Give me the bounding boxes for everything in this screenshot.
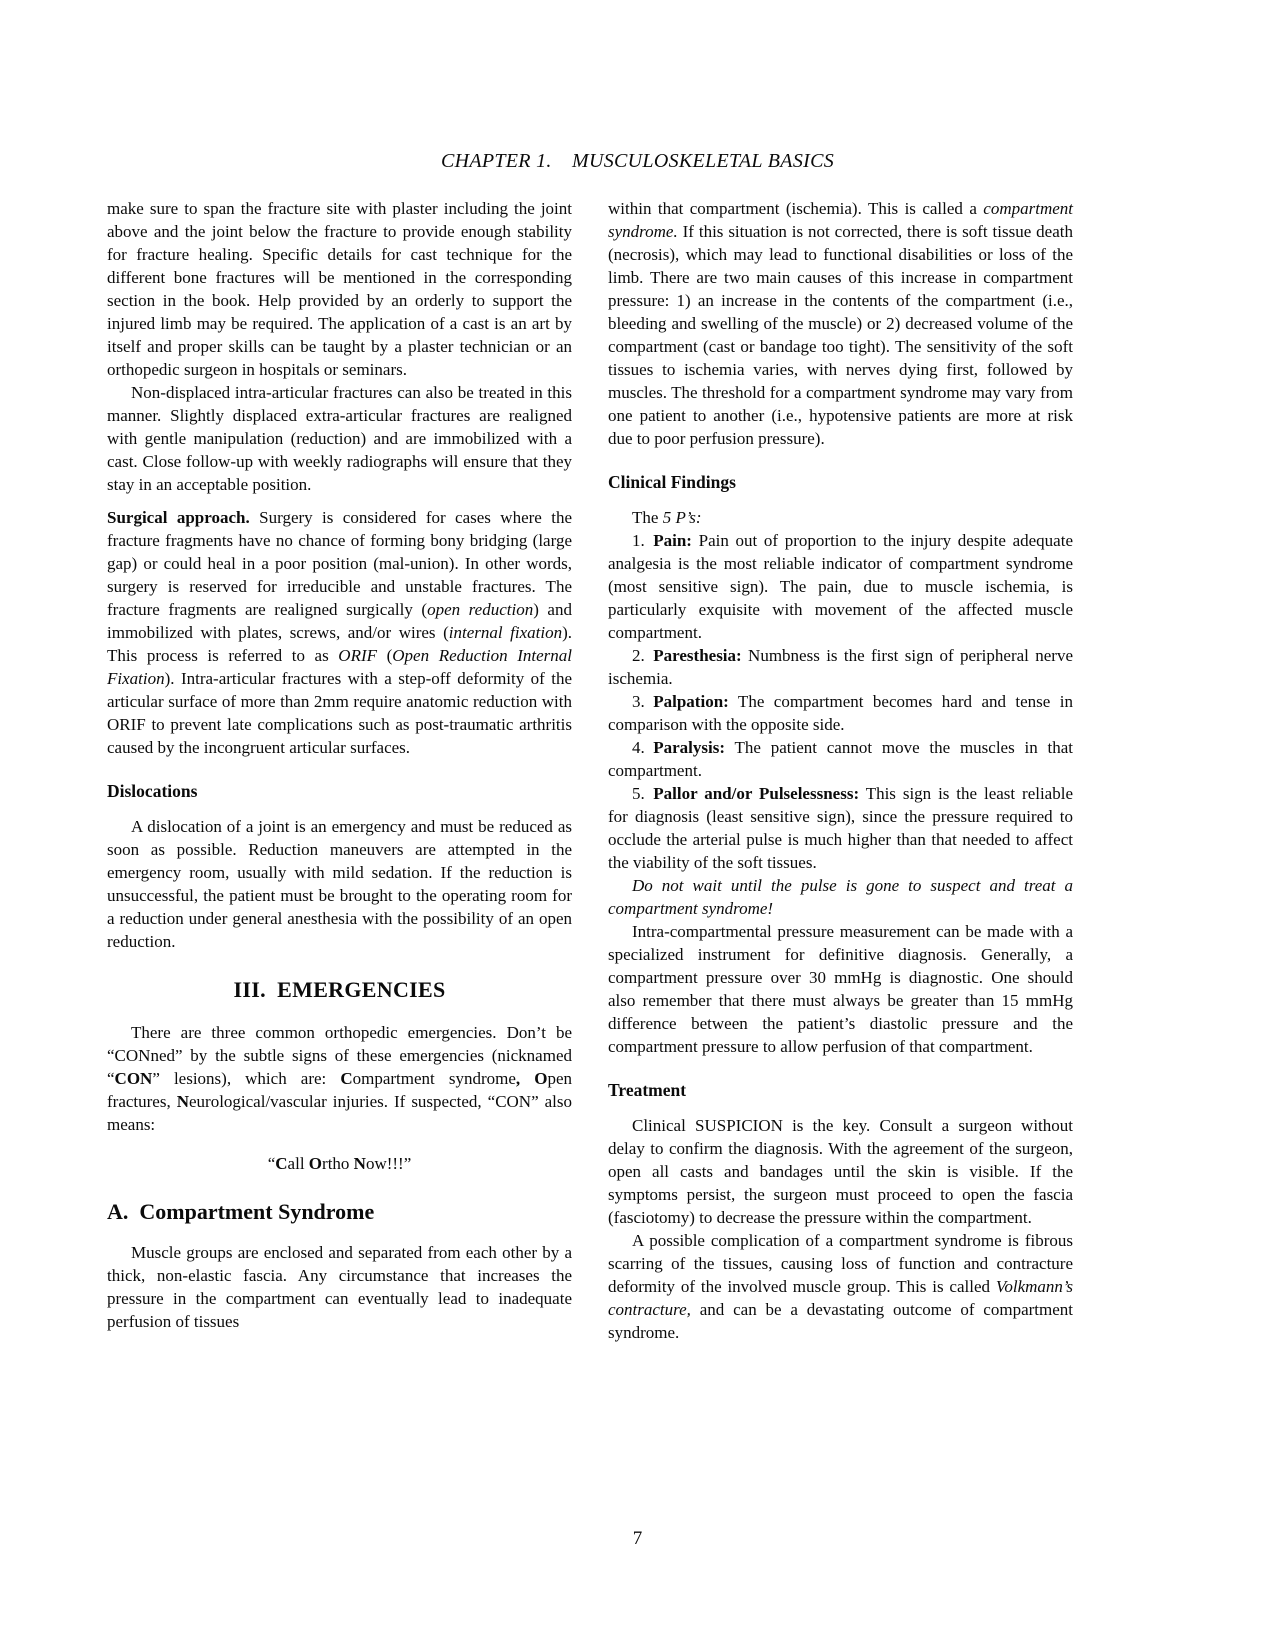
text-run: C [275, 1154, 288, 1173]
text-run: make sure to span the fracture site with plaster including the joint above and the joint below the fracture to provide enough stability for fracture healing. Specific details for cast technique for the different bone fractures will be mentioned in the corresponding section in the book. Help provided by an orderly to support the injured limb may be required. The application of a cast is an art by itself and proper skills can be taught by a plaster technician or an orthopedic surgeon in hospitals or seminars. [107, 199, 572, 379]
text-run: 5 P’s: [662, 508, 702, 527]
text-run: Surgery is considered for cases where the fracture fragments have no chance of forming bony bridging (large gap) or could heal in a poor position (mal-union). In other words, surgery is reserved for irreducible and unstable fractures. The fracture fragments are realigned surgically ( [107, 508, 573, 619]
para-indent [608, 529, 1073, 644]
text-run: ORIF [338, 646, 378, 665]
para-indent [107, 1021, 572, 1136]
text-run: Paralysis: [653, 738, 726, 757]
text-run: C [340, 1069, 353, 1088]
text-run: internal fixation [448, 623, 563, 642]
heading [608, 471, 1073, 494]
para-indent [608, 1114, 1073, 1229]
text-run: compartment syndrome. [608, 199, 1073, 241]
text-run: Do not wait until the pulse is gone to suspect and treat a compartment syndrome! [608, 876, 1073, 918]
text-run: N [353, 1154, 366, 1173]
two-column-text-layout [107, 197, 1073, 1344]
para-indent [608, 1229, 1073, 1344]
text-run: Paresthesia: [653, 646, 742, 665]
section-title [107, 977, 572, 1003]
para-indent [107, 1241, 572, 1333]
para [107, 197, 572, 381]
text-run: The compartment becomes hard and tense in comparison with the opposite side. [608, 692, 1073, 734]
para-indent [608, 782, 1073, 874]
text-run: 3. [632, 692, 654, 711]
text-run: and can be a devastating outcome of compartment syndrome. [608, 1300, 1073, 1342]
text-run: Treatment [608, 1080, 687, 1100]
para-indent [608, 690, 1073, 736]
text-run: pen fractures, [107, 1069, 572, 1111]
text-run: O [534, 1069, 548, 1088]
text-run: A dislocation of a joint is an emergency and must be reduced as soon as possible. Reduction maneuvers are attempted in the emergency room, usually with mild sedation. If the reduction is unsuccessful, the patient must be brought to the operating room for a reduction under general anesthesia with the possibility of an open reduction. [107, 817, 572, 951]
text-run: A possible complication of a compartment syndrome is fibrous scarring of the tissues, causing loss of function and contracture deformity of the involved muscle group. This is called [608, 1231, 1073, 1296]
page-number: 7 [632, 1528, 643, 1549]
text-run: If this situation is not corrected, there is soft tissue death (necrosis), which may lead to functional disabilities or loss of the limb. There are two main causes of this increase in compartment pressure: 1) an increase in the contents of the compartment (i.e., bleeding and swelling of the muscle) or 2) decreased volume of the compartment (cast or bandage too tight). The sensitivity of the soft tissues to ischemia varies, with nerves dying first, followed by muscles. The threshold for a compartment syndrome may vary from one patient to another (i.e., hypotensive patients are more at risk due to poor perfusion pressure). [608, 222, 1073, 448]
text-run: ompartment syndrome [352, 1069, 516, 1088]
text-run: Clinical SUSPICION is the key. Consult a surgeon without delay to confirm the diagnosis. With the agreement of the surgeon, open all casts and bandages until the skin is visible. If the symptoms persist, the surgeon must proceed to open the fascia (fasciotomy) to decrease the pressure within the compartment. [608, 1116, 1073, 1227]
text-run: Muscle groups are enclosed and separated from each other by a thick, non-elastic fascia. Any circumstance that increases the pressure in the compartment can eventually lead to inadequate perfusion of tissues [107, 1243, 572, 1331]
text-run: N [176, 1092, 189, 1111]
text-run: within that compartment (ischemia). This is called a [608, 199, 984, 218]
text-run: Dislocations [107, 781, 198, 801]
text-run: Non-displaced intra-articular fractures can also be treated in this manner. Slightly displaced extra-articular fractures are realigned with gentle manipulation (reduction) and are immobilized with a cast. Close follow-up with weekly radiographs will ensure that they stay in an acceptable position. [107, 383, 572, 494]
right-column [608, 197, 1073, 1344]
text-run: rtho [322, 1154, 354, 1173]
text-run: ). This process is referred to as [107, 623, 572, 665]
text-run: There are three common orthopedic emergencies. Don’t be “CONned” by the subtle signs of these emergencies (nicknamed “ [107, 1023, 572, 1088]
para [608, 197, 1073, 450]
chapter-running-head: CHAPTER 1. MUSCULOSKELETAL BASICS [440, 150, 835, 172]
text-run: 4. [632, 738, 654, 757]
para-indent-spaced [608, 506, 1073, 529]
para-indent [608, 920, 1073, 1058]
para-spaced [107, 506, 572, 759]
para-indent [608, 644, 1073, 690]
text-run: The patient cannot move the muscles in that compartment. [608, 738, 1073, 780]
text-run: ( [377, 646, 393, 665]
text-run: Numbness is the first sign of peripheral nerve ischemia. [608, 646, 1073, 688]
text-run: Palpation: [653, 692, 729, 711]
text-run: O [308, 1154, 323, 1173]
text-run: ) and immobilized with plates, screws, and/or wires ( [107, 600, 572, 642]
para-indent [107, 381, 572, 496]
center-line [107, 1152, 572, 1175]
text-run: Pallor and/or Pulselessness: [653, 784, 860, 803]
text-run: This sign is the least reliable for diagnosis (least sensitive sign), since the pressure required to occlude the arterial pulse is much higher than that needed to affect the viability of the soft tissues. [608, 784, 1073, 872]
text-run: The [632, 508, 663, 527]
text-run: Clinical Findings [608, 472, 736, 492]
text-run: Open Reduction Internal Fixation [107, 646, 572, 688]
text-run: ow!!!” [365, 1154, 412, 1173]
text-run: Surgical approach. [107, 508, 250, 527]
text-run: ” lesions), which are: [152, 1069, 341, 1088]
subsection-title [107, 1199, 572, 1225]
text-run: “ [267, 1154, 276, 1173]
heading [608, 1079, 1073, 1102]
para-indent [608, 874, 1073, 920]
text-run [520, 1069, 534, 1088]
text-run: A. Compartment Syndrome [107, 1199, 375, 1224]
text-run: Intra-compartmental pressure measurement can be made with a specialized instrument for definitive diagnosis. Generally, a compartment pressure over 30 mmHg is diagnostic. One should also remember that there must always be greater than 15 mmHg difference between the patient’s diastolic pressure and the compartment pressure to allow perfusion of that compartment. [608, 922, 1073, 1056]
text-run: open reduction [427, 600, 534, 619]
text-run: eurological/vascular injuries. If suspected, “CON” also means: [107, 1092, 572, 1134]
text-run: Volkmann’s contracture, [608, 1277, 1073, 1319]
text-run: 2. [632, 646, 654, 665]
left-column [107, 197, 572, 1333]
text-run: 1. [632, 531, 654, 550]
text-run: ). Intra-articular fractures with a step-off deformity of the articular surface of more than 2mm require anatomic reduction with ORIF to prevent late complications such as post-traumatic arthritis caused by the incongruent articular surfaces. [107, 669, 572, 757]
text-run: , [515, 1069, 521, 1088]
para-indent [107, 815, 572, 953]
text-run: Pain: [653, 531, 692, 550]
heading [107, 780, 572, 803]
text-run: all [287, 1154, 309, 1173]
text-run: Pain out of proportion to the injury despite adequate analgesia is the most reliable indicator of compartment syndrome (most sensitive sign). The pain, due to muscle ischemia, is particularly exquisite with movement of the affected muscle compartment. [608, 531, 1073, 642]
text-run: CON [114, 1069, 153, 1088]
text-run: 5. [632, 784, 654, 803]
para-indent [608, 736, 1073, 782]
text-run: III. EMERGENCIES [233, 977, 446, 1002]
